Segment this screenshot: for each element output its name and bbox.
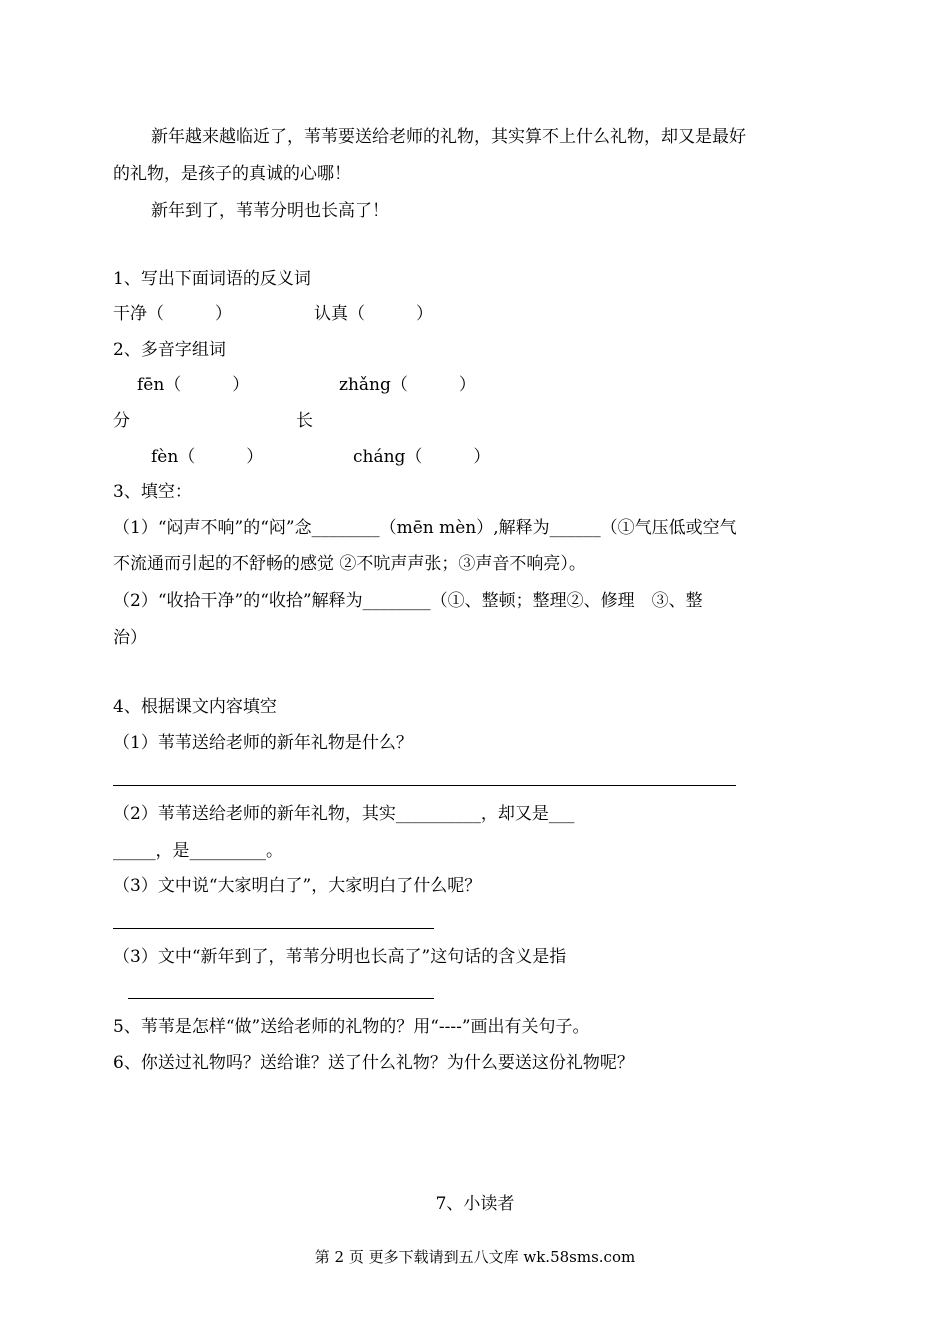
q4-sub3: （3）文中说“大家明白了”，大家明白了什么呢？: [113, 876, 482, 896]
answer-line-q4-4[interactable]: [128, 998, 434, 999]
q3-sub1-line1: （1）“闷声不响”的“闷”念________（mēn mèn）,解释为______（①气压低或空气: [113, 518, 737, 538]
q2-chang: cháng（ ）: [353, 447, 491, 467]
question-1-title: 1、写出下面词语的反义词: [113, 269, 311, 289]
passage-paragraph-2: 新年到了，苇苇分明也长高了！: [151, 201, 389, 221]
q3-sub2-line2: 治）: [113, 628, 147, 648]
question-6: 6、你送过礼物吗？送给谁？送了什么礼物？为什么要送这份礼物呢？: [113, 1053, 634, 1073]
question-3-title: 3、填空：: [113, 482, 192, 502]
page-footer: 第 2 页 更多下载请到五八文库 wk.58sms.com: [314, 1248, 636, 1266]
q4-sub2-line2: _____，是_________。: [113, 841, 283, 861]
q1-item-renzhen: 认真（ ）: [314, 304, 433, 324]
passage-line-1: 新年越来越临近了，苇苇要送给老师的礼物，其实算不上什么礼物，却又是最好: [151, 127, 746, 147]
q2-zhang: zhǎng（ ）: [339, 375, 476, 395]
q2-fen1: fēn（ ）: [137, 375, 250, 395]
q4-sub4: （3）文中“新年到了，苇苇分明也长高了”这句话的含义是指: [113, 947, 567, 967]
q2-fen4: fèn（ ）: [151, 447, 264, 467]
answer-line-q4-1[interactable]: [113, 785, 736, 786]
question-2-title: 2、多音字组词: [113, 340, 226, 360]
answer-line-q4-3[interactable]: [113, 928, 434, 929]
q4-sub2-line1: （2）苇苇送给老师的新年礼物，其实__________，却又是___: [113, 804, 575, 824]
next-section-title: 7、小读者: [435, 1194, 515, 1214]
q4-sub1: （1）苇苇送给老师的新年礼物是什么？: [113, 733, 413, 753]
question-4-title: 4、根据课文内容填空: [113, 697, 277, 717]
q3-sub2-line1: （2）“收拾干净”的“收拾”解释为________（①、整顿；整理②、修理 ③、整: [113, 591, 703, 611]
question-5: 5、苇苇是怎样“做”送给老师的礼物的？用“----”画出有关句子。: [113, 1017, 590, 1037]
q3-sub1-line2: 不流通而引起的不舒畅的感觉 ②不吭声声张；③声音不响亮）。: [113, 554, 586, 574]
q1-item-ganjing: 干净（ ）: [113, 304, 232, 324]
q2-char-fen: 分: [113, 411, 130, 431]
q2-char-chang: 长: [296, 411, 313, 431]
passage-line-2: 的礼物，是孩子的真诚的心哪！: [113, 164, 351, 184]
